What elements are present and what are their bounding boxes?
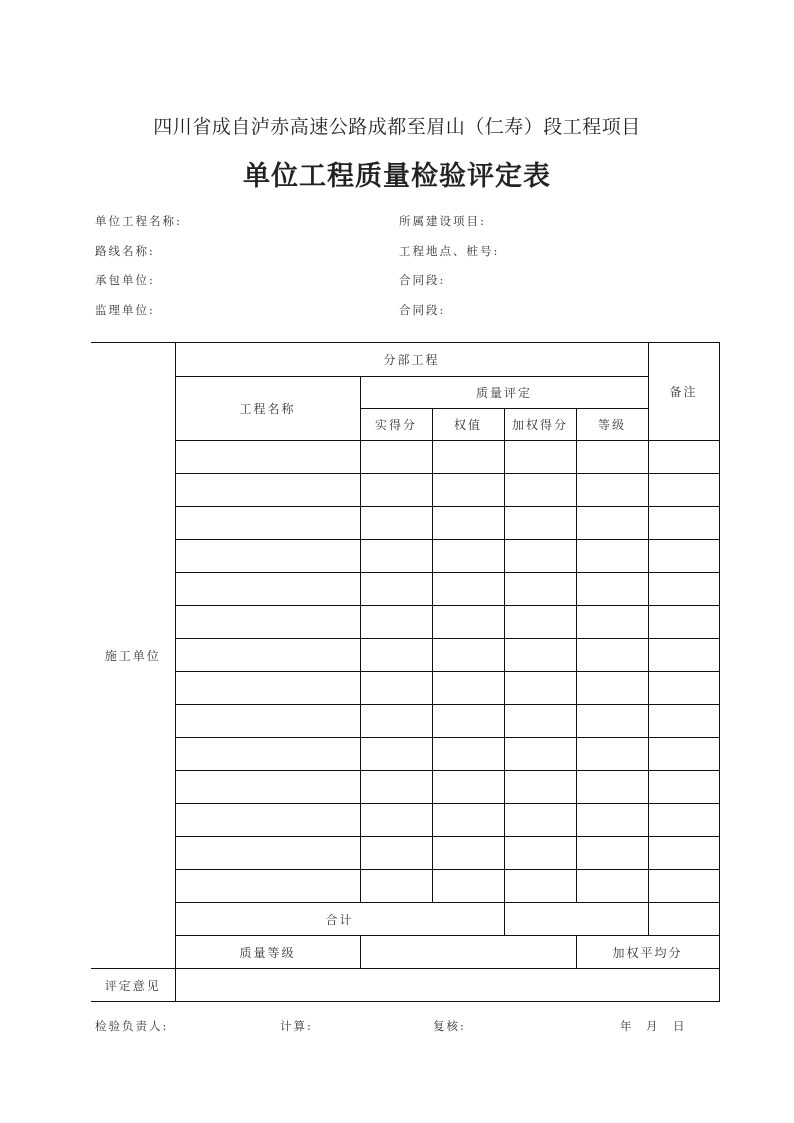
weight-cell[interactable] bbox=[432, 771, 504, 804]
weight-cell[interactable] bbox=[432, 606, 504, 639]
calc-label: 计算: bbox=[280, 1019, 313, 1033]
project-name-cell[interactable] bbox=[175, 672, 360, 705]
table-row bbox=[91, 672, 719, 705]
actual-score-cell[interactable] bbox=[360, 804, 432, 837]
weighted-score-cell[interactable] bbox=[504, 573, 576, 606]
weighted-score-cell[interactable] bbox=[504, 639, 576, 672]
project-name-cell[interactable] bbox=[175, 507, 360, 540]
actual-score-cell[interactable] bbox=[360, 738, 432, 771]
grade-cell[interactable] bbox=[576, 606, 648, 639]
project-name-cell[interactable] bbox=[175, 738, 360, 771]
project-name-header: 工程名称 bbox=[175, 377, 360, 441]
grade-cell[interactable] bbox=[576, 705, 648, 738]
project-name-cell[interactable] bbox=[175, 804, 360, 837]
table-row bbox=[91, 804, 719, 837]
actual-score-cell[interactable] bbox=[360, 540, 432, 573]
actual-score-cell[interactable] bbox=[360, 771, 432, 804]
weighted-score-cell[interactable] bbox=[504, 441, 576, 474]
table-row bbox=[91, 573, 719, 606]
project-name-cell[interactable] bbox=[175, 606, 360, 639]
weighted-score-cell[interactable] bbox=[504, 804, 576, 837]
weight-cell[interactable] bbox=[432, 540, 504, 573]
table-row bbox=[91, 837, 719, 870]
route-name-label: 路线名称: bbox=[95, 244, 155, 258]
weighted-score-cell[interactable] bbox=[504, 837, 576, 870]
actual-score-cell[interactable] bbox=[360, 639, 432, 672]
grade-cell[interactable] bbox=[576, 474, 648, 507]
weight-cell[interactable] bbox=[432, 639, 504, 672]
contract-section-label-2: 合同段: bbox=[399, 303, 446, 317]
table-row bbox=[91, 441, 719, 474]
project-name-cell[interactable] bbox=[175, 540, 360, 573]
actual-score-cell[interactable] bbox=[360, 672, 432, 705]
sub-project-header: 分部工程 bbox=[175, 343, 648, 377]
project-name-cell[interactable] bbox=[175, 870, 360, 903]
weight-cell[interactable] bbox=[432, 804, 504, 837]
project-name-cell[interactable] bbox=[175, 573, 360, 606]
weighted-score-header: 加权得分 bbox=[504, 409, 576, 441]
date-month-label: 月 bbox=[646, 1019, 660, 1033]
project-name-cell[interactable] bbox=[175, 441, 360, 474]
grade-cell[interactable] bbox=[576, 870, 648, 903]
weighted-score-cell[interactable] bbox=[504, 606, 576, 639]
weighted-score-cell[interactable] bbox=[504, 738, 576, 771]
review-label: 复核: bbox=[433, 1019, 466, 1033]
actual-score-header: 实得分 bbox=[360, 409, 432, 441]
remark-cell[interactable] bbox=[648, 606, 719, 639]
remark-cell[interactable] bbox=[648, 870, 719, 903]
weighted-score-cell[interactable] bbox=[504, 672, 576, 705]
weight-cell[interactable] bbox=[432, 474, 504, 507]
weight-cell[interactable] bbox=[432, 738, 504, 771]
table-row bbox=[91, 870, 719, 903]
project-name-cell[interactable] bbox=[175, 771, 360, 804]
table-row bbox=[91, 507, 719, 540]
remark-cell[interactable] bbox=[648, 804, 719, 837]
actual-score-cell[interactable] bbox=[360, 705, 432, 738]
project-name-cell[interactable] bbox=[175, 705, 360, 738]
document-title: 单位工程质量检验评定表 bbox=[243, 161, 551, 192]
table-row bbox=[91, 474, 719, 507]
grade-cell[interactable] bbox=[576, 738, 648, 771]
total-value-cell[interactable] bbox=[504, 903, 648, 936]
grade-cell[interactable] bbox=[576, 507, 648, 540]
contract-section-label: 合同段: bbox=[399, 273, 446, 287]
remark-cell[interactable] bbox=[648, 771, 719, 804]
remark-cell[interactable] bbox=[648, 738, 719, 771]
remark-cell[interactable] bbox=[648, 672, 719, 705]
unit-project-name-label: 单位工程名称: bbox=[95, 214, 182, 228]
weighted-avg-label: 加权平均分 bbox=[576, 936, 719, 969]
grade-cell[interactable] bbox=[576, 639, 648, 672]
actual-score-cell[interactable] bbox=[360, 606, 432, 639]
weight-cell[interactable] bbox=[432, 507, 504, 540]
parent-project-label: 所属建设项目: bbox=[399, 214, 486, 228]
weight-cell[interactable] bbox=[432, 870, 504, 903]
remark-cell[interactable] bbox=[648, 639, 719, 672]
table-row bbox=[91, 738, 719, 771]
construction-unit-label: 施工单位 bbox=[91, 343, 175, 969]
weight-cell[interactable] bbox=[432, 672, 504, 705]
actual-score-cell[interactable] bbox=[360, 441, 432, 474]
grade-cell[interactable] bbox=[576, 672, 648, 705]
grade-cell[interactable] bbox=[576, 804, 648, 837]
weighted-score-cell[interactable] bbox=[504, 705, 576, 738]
remark-cell[interactable] bbox=[648, 573, 719, 606]
eval-opinion-label: 评定意见 bbox=[91, 969, 175, 1002]
table-row bbox=[91, 540, 719, 573]
eval-opinion-cell[interactable] bbox=[175, 969, 719, 1002]
grade-cell[interactable] bbox=[576, 573, 648, 606]
project-name-cell[interactable] bbox=[175, 474, 360, 507]
weight-cell[interactable] bbox=[432, 573, 504, 606]
weight-cell[interactable] bbox=[432, 705, 504, 738]
contractor-label: 承包单位: bbox=[95, 273, 155, 287]
project-name-cell[interactable] bbox=[175, 837, 360, 870]
actual-score-cell[interactable] bbox=[360, 870, 432, 903]
actual-score-cell[interactable] bbox=[360, 837, 432, 870]
remark-cell[interactable] bbox=[648, 705, 719, 738]
location-station-label: 工程地点、桩号: bbox=[399, 244, 500, 258]
date-year-label: 年 bbox=[620, 1019, 634, 1033]
weight-cell[interactable] bbox=[432, 441, 504, 474]
actual-score-cell[interactable] bbox=[360, 573, 432, 606]
table-row bbox=[91, 771, 719, 804]
grade-cell[interactable] bbox=[576, 540, 648, 573]
inspector-label: 检验负责人: bbox=[95, 1019, 169, 1033]
total-remark-cell[interactable] bbox=[648, 903, 719, 936]
supervisor-label: 监理单位: bbox=[95, 303, 155, 317]
remark-cell[interactable] bbox=[648, 540, 719, 573]
remarks-header: 备注 bbox=[648, 343, 719, 441]
weight-cell[interactable] bbox=[432, 837, 504, 870]
grade-cell[interactable] bbox=[576, 837, 648, 870]
weighted-score-cell[interactable] bbox=[504, 474, 576, 507]
table-row bbox=[91, 606, 719, 639]
table-row bbox=[91, 639, 719, 672]
remark-cell[interactable] bbox=[648, 837, 719, 870]
remark-cell[interactable] bbox=[648, 474, 719, 507]
project-name-cell[interactable] bbox=[175, 639, 360, 672]
quality-grade-label: 质量等级 bbox=[175, 936, 360, 969]
grade-cell[interactable] bbox=[576, 441, 648, 474]
remark-cell[interactable] bbox=[648, 507, 719, 540]
remark-cell[interactable] bbox=[648, 441, 719, 474]
evaluation-table bbox=[91, 342, 720, 1002]
total-label: 合计 bbox=[175, 903, 504, 936]
date-day-label: 日 bbox=[673, 1019, 687, 1033]
document-subtitle: 四川省成自泸赤高速公路成都至眉山（仁寿）段工程项目 bbox=[153, 116, 641, 138]
table-row bbox=[91, 705, 719, 738]
weighted-score-cell[interactable] bbox=[504, 507, 576, 540]
grade-cell[interactable] bbox=[576, 771, 648, 804]
grade-header: 等级 bbox=[576, 409, 648, 441]
quality-grade-cell[interactable] bbox=[360, 936, 576, 969]
weighted-score-cell[interactable] bbox=[504, 540, 576, 573]
weight-header: 权值 bbox=[432, 409, 504, 441]
actual-score-cell[interactable] bbox=[360, 507, 432, 540]
weighted-score-cell[interactable] bbox=[504, 771, 576, 804]
weighted-score-cell[interactable] bbox=[504, 870, 576, 903]
quality-eval-header: 质量评定 bbox=[360, 377, 648, 409]
actual-score-cell[interactable] bbox=[360, 474, 432, 507]
